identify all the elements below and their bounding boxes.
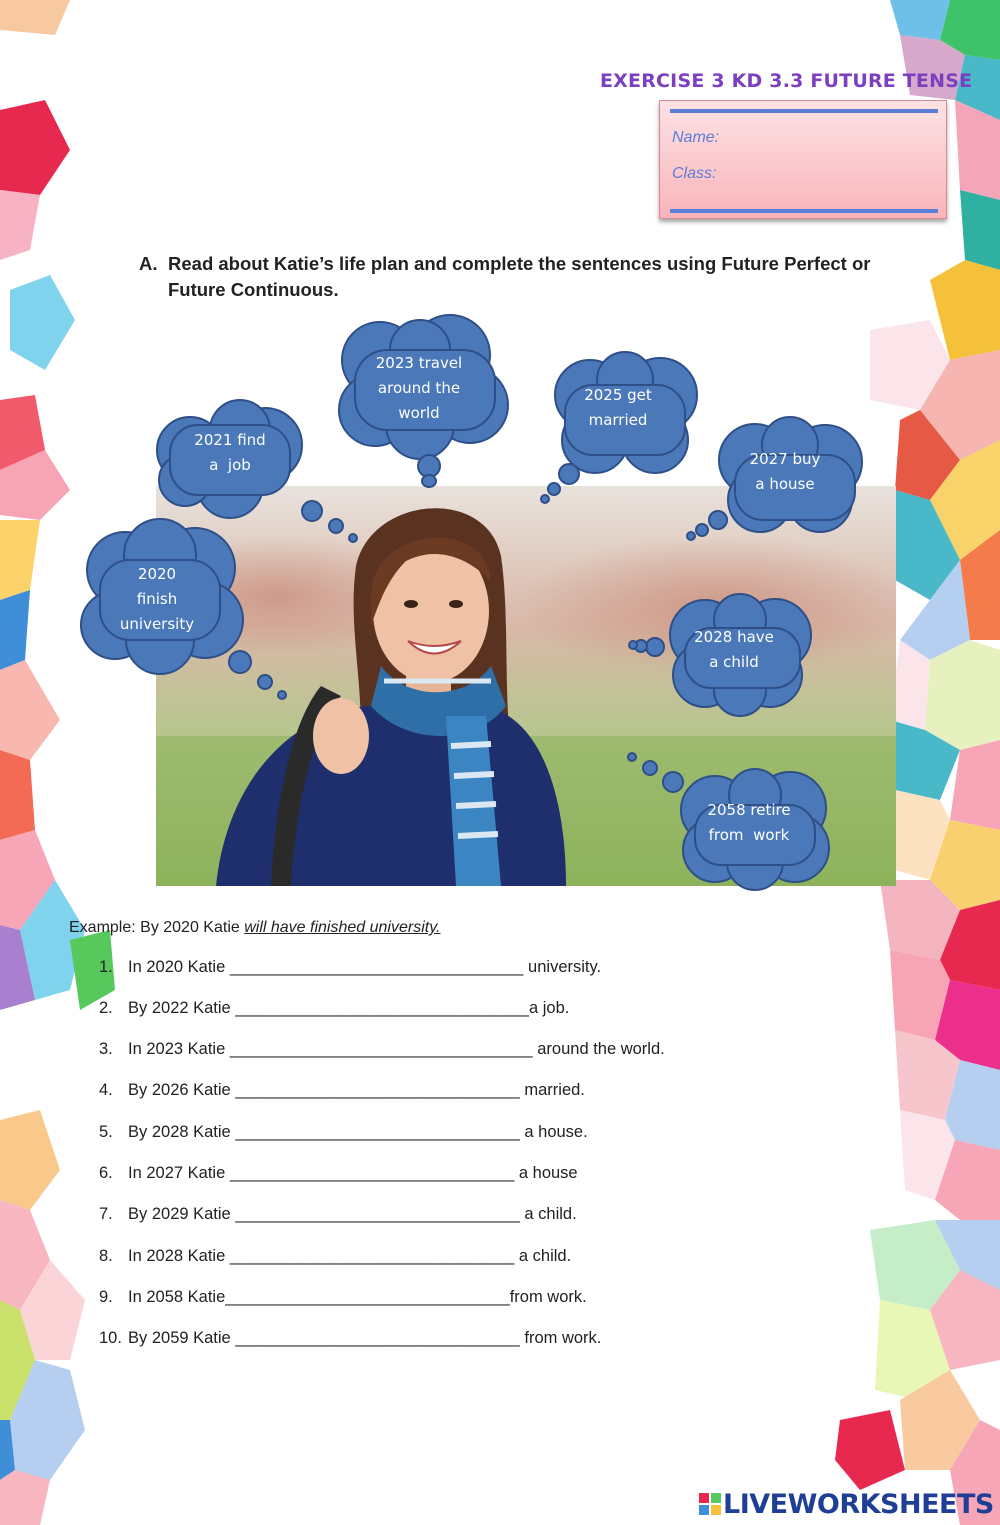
question-1[interactable]: 1. In 2020 Katie ________________________________ university.: [99, 958, 602, 976]
question-6[interactable]: 6. In 2027 Katie _______________________________ a house: [99, 1164, 578, 1182]
name-label: Name:: [672, 129, 720, 146]
plan-2020: 2020 finish university: [119, 565, 195, 633]
class-label: Class:: [672, 165, 717, 182]
plan-2028: 2028 have a child: [694, 628, 774, 671]
plan-2027: 2027 buy a house: [749, 450, 821, 493]
brand-text: LIVEWORKSHEETS: [723, 1489, 994, 1520]
liveworksheets-logo[interactable]: [699, 1489, 994, 1520]
question-8[interactable]: 8. In 2028 Katie _______________________________ a child.: [99, 1247, 572, 1265]
example-prefix: Example: By 2020 Katie: [69, 919, 245, 936]
instruction-letter: A.: [139, 253, 158, 274]
question-5[interactable]: 5. By 2028 Katie _______________________________ a house.: [99, 1123, 588, 1141]
question-3[interactable]: 3. In 2023 Katie _________________________________ around the world.: [99, 1040, 665, 1058]
plan-2058: 2058 retire from work: [707, 801, 791, 844]
plan-2025: 2025 get married: [584, 386, 652, 429]
plan-2023: 2023 travel around the world: [375, 354, 463, 422]
question-4[interactable]: 4. By 2026 Katie _______________________________ married.: [99, 1081, 585, 1099]
question-9[interactable]: 9. In 2058 Katie_______________________________from work.: [99, 1288, 587, 1306]
question-7[interactable]: 7. By 2029 Katie _______________________________ a child.: [99, 1205, 577, 1223]
instruction-text: Read about Katie’s life plan and complete the sentences using Future Perfect or Future Continuous.: [168, 253, 871, 300]
plan-2021: 2021 find a job: [194, 431, 266, 474]
worksheet-title: EXERCISE 3 KD 3.3 FUTURE TENSE: [600, 70, 973, 92]
question-2[interactable]: 2. By 2022 Katie ________________________________a job.: [99, 999, 570, 1017]
liveworksheets-icon: [699, 1493, 721, 1515]
example-sentence: [69, 919, 440, 937]
question-10[interactable]: 10. By 2059 Katie _______________________________ from work.: [99, 1329, 602, 1347]
example-answer: will have finished university.: [244, 919, 441, 936]
